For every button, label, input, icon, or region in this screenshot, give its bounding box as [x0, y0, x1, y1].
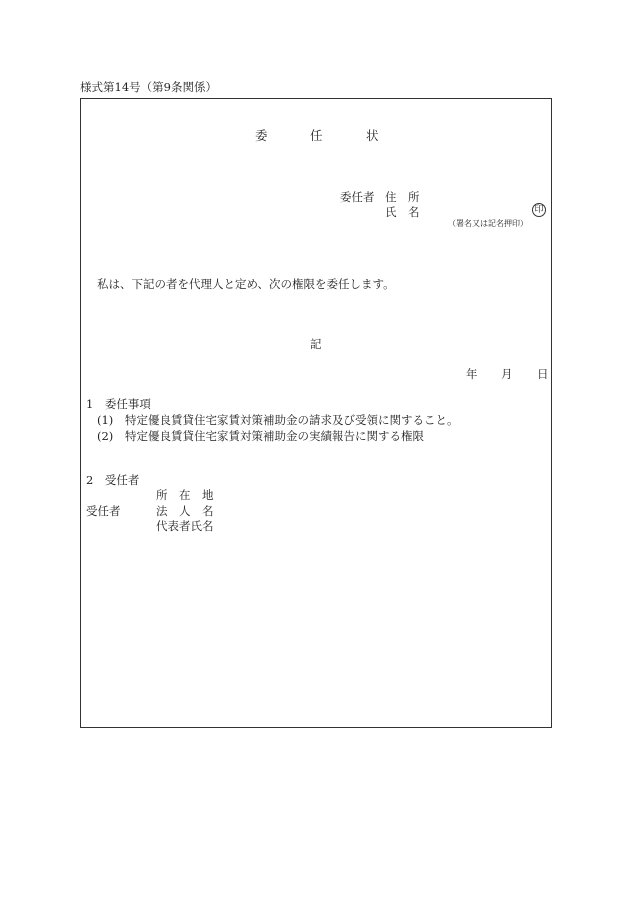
date-year-label: 年 — [466, 367, 478, 381]
delegation-statement: 私は、下記の者を代理人と定め、次の権限を委任します。 — [97, 277, 395, 291]
section1-item-text: 特定優良賃貸住宅家賃対策補助金の実績報告に関する権限 — [125, 429, 424, 443]
section1-heading: 1 委任事項 — [86, 397, 151, 411]
section1-item-number: (2) — [97, 429, 114, 443]
principal-address-label: 住 所 — [385, 190, 420, 204]
section1-item-text: 特定優良賃貸住宅家賃対策補助金の請求及び受領に関すること。 — [125, 413, 459, 427]
section2-heading: 2 受任者 — [86, 473, 140, 487]
seal-mark: 印 — [532, 203, 546, 217]
title-char-2: 任 — [310, 128, 323, 143]
principal-label: 委任者 — [340, 190, 375, 204]
form-number: 様式第14号（第9条関係） — [80, 80, 217, 94]
title-char-3: 状 — [366, 128, 379, 143]
section1-item-number: (1) — [97, 413, 114, 427]
principal-name-label: 氏 名 — [385, 205, 420, 219]
date-day-label: 日 — [537, 367, 549, 381]
title-char-1: 委 — [255, 128, 268, 143]
agent-rep-name-label: 代表者氏名 — [156, 519, 214, 533]
signature-note: （署名又は記名押印） — [448, 219, 528, 228]
agent-corp-name-label: 法 人 名 — [156, 504, 214, 518]
agent-label: 受任者 — [86, 504, 121, 518]
date-month-label: 月 — [501, 367, 513, 381]
record-heading: 記 — [310, 337, 322, 351]
agent-address-label: 所 在 地 — [156, 488, 214, 502]
